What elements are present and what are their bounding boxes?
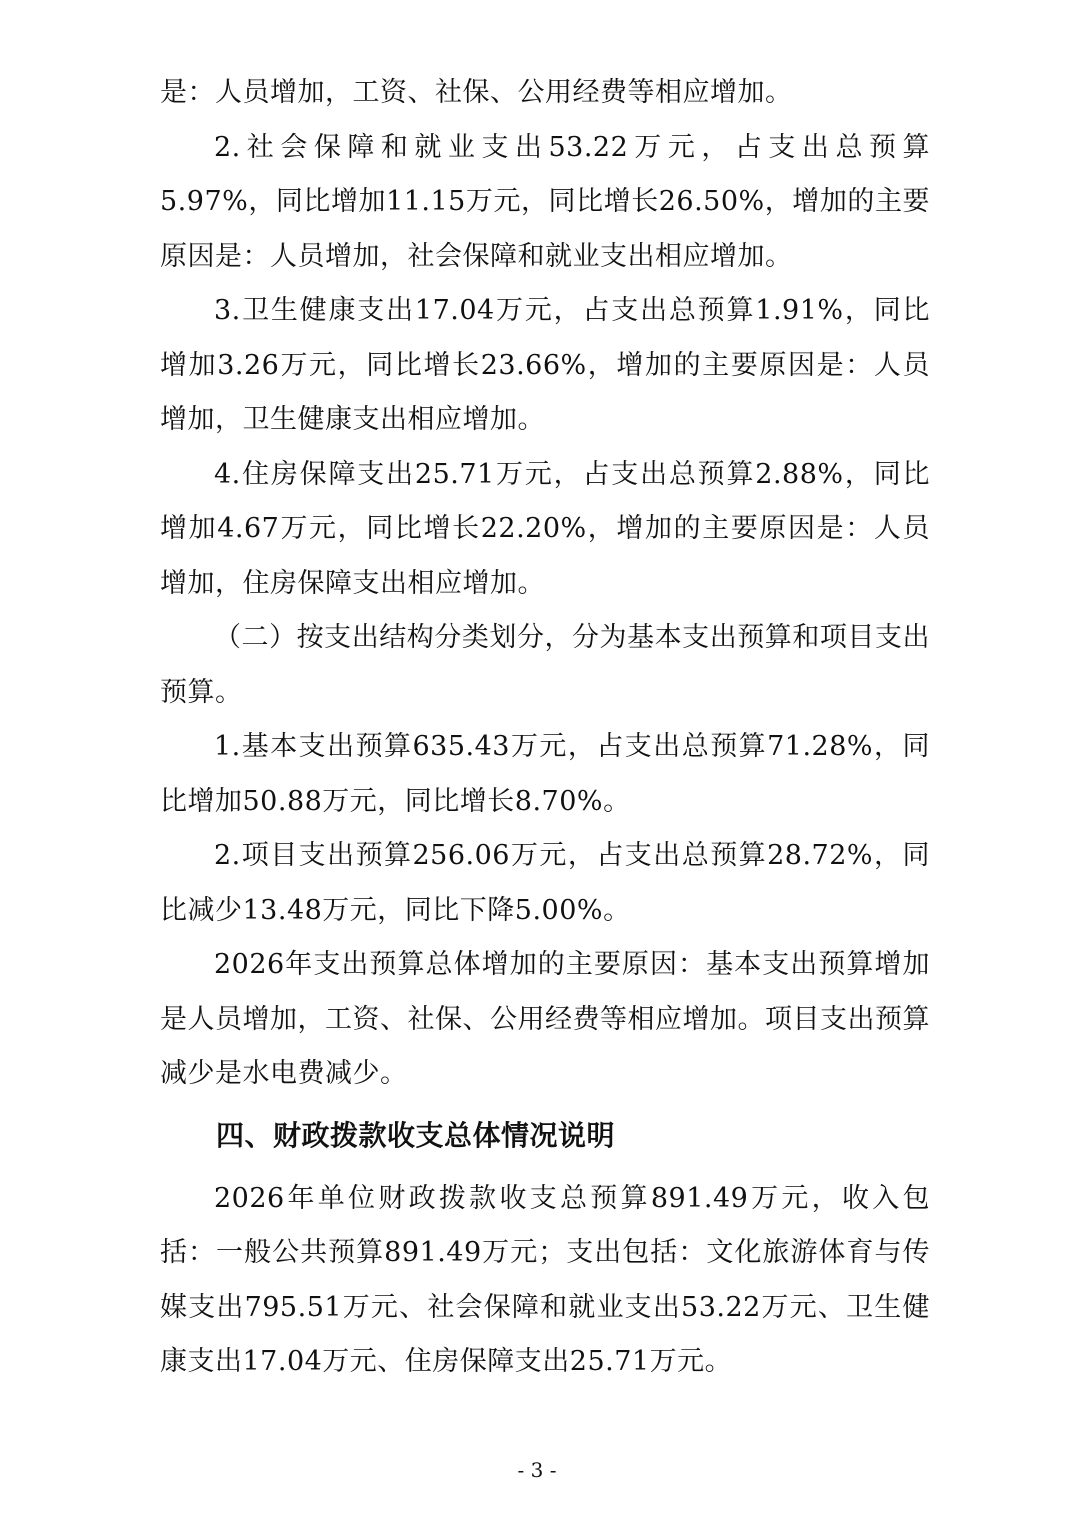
paragraph-project-expenditure: 2.项目支出预算256.06万元，占支出总预算28.72%，同比减少13.48万元，同比下降5.00%。 bbox=[160, 840, 930, 926]
paragraph-structure-classification: （二）按支出结构分类划分，分为基本支出预算和项目支出预算。 bbox=[160, 622, 930, 708]
section-heading: 四、财政拨款收支总体情况说明 bbox=[216, 1118, 616, 1152]
paragraph-housing: 4.住房保障支出25.71万元，占支出总预算2.88%，同比增加4.67万元，同比增长22.20%，增加的主要原因是：人员增加，住房保障支出相应增加。 bbox=[160, 458, 930, 599]
paragraph-continuation: 是：人员增加，工资、社保、公用经费等相应增加。 bbox=[160, 77, 793, 108]
paragraph-overall-reason: 2026年支出预算总体增加的主要原因：基本支出预算增加是人员增加，工资、社保、公用经费等相应增加。项目支出预算减少是水电费减少。 bbox=[160, 949, 930, 1089]
paragraph-basic-expenditure: 1.基本支出预算635.43万元，占支出总预算71.28%，同比增加50.88万元，同比增长8.70%。 bbox=[160, 731, 930, 817]
page-number: - 3 - bbox=[517, 1458, 557, 1482]
paragraph-health: 3.卫生健康支出17.04万元，占支出总预算1.91%，同比增加3.26万元，同比增长23.66%，增加的主要原因是：人员增加，卫生健康支出相应增加。 bbox=[160, 295, 930, 435]
paragraph-fiscal-summary: 2026年单位财政拨款收支总预算891.49万元，收入包括：一般公共预算891.49万元；支出包括：文化旅游体育与传媒支出795.51万元、社会保障和就业支出53.22万元、卫生健康支出17.04万元、住房保障支出25.71万元。 bbox=[160, 1182, 930, 1377]
document-body bbox=[160, 66, 930, 1390]
paragraph-social-security: 2.社会保障和就业支出53.22万元，占支出总预算5.97%，同比增加11.15万元，同比增长26.50%，增加的主要原因是：人员增加，社会保障和就业支出相应增加。 bbox=[160, 131, 930, 272]
